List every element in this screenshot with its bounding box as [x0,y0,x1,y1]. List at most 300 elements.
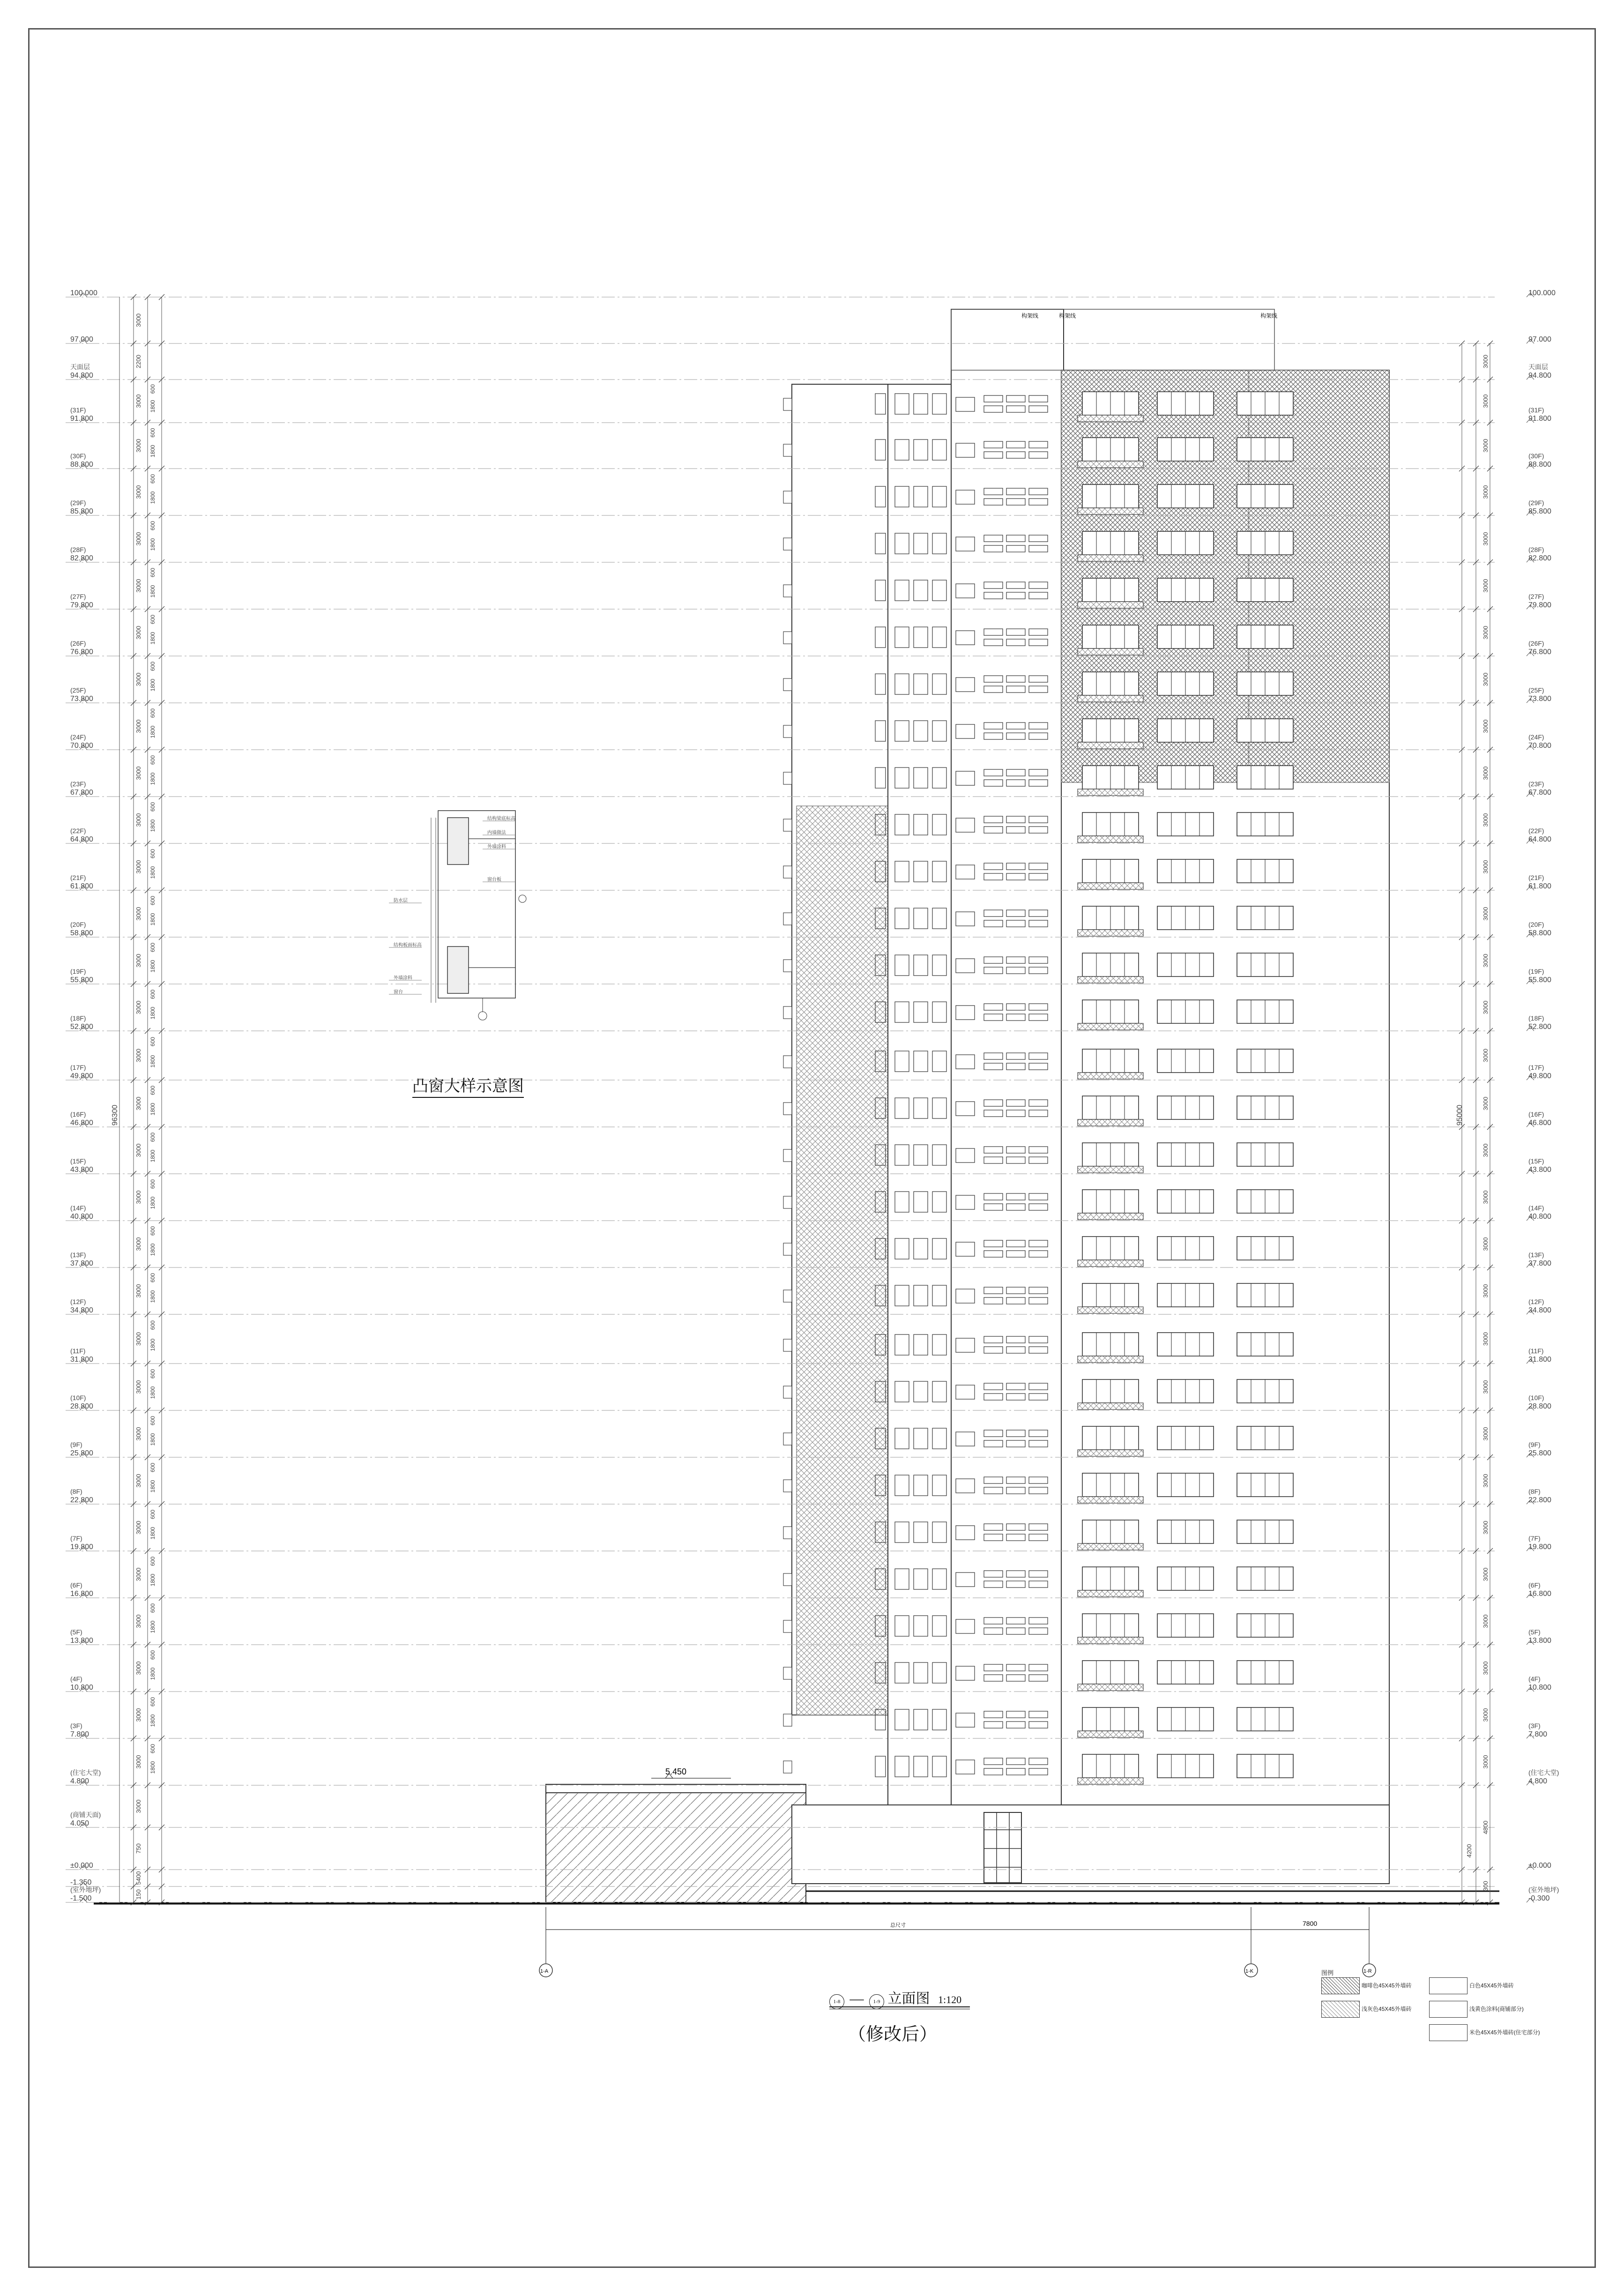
level-elevation: 40.800 [1528,1213,1551,1221]
level-elevation: -1.350 [70,1879,92,1886]
level-elevation: 70.800 [70,742,93,750]
legend [1321,1968,1565,2062]
side-window [783,1386,792,1398]
dimension-value: 3000 [135,1427,142,1441]
dimension-value: 600 [149,895,156,906]
podium-elev-label: 5.450 [665,1767,687,1776]
side-window [783,678,792,691]
dimension-value: 3000 [135,1614,142,1628]
dimension-value: 3000 [1482,1755,1489,1769]
dimension-value: 3000 [135,1521,142,1535]
podium-roof [546,1784,806,1793]
level-name: 天面层 [70,363,90,371]
bay-window-detail [431,811,526,1020]
dimension-value: 3000 [1482,719,1489,733]
level-name: (21F) [1528,874,1544,881]
legend-label: 浅黄色涂料(商铺部分) [1469,2005,1524,2013]
level-name: (14F) [1528,1204,1544,1212]
level-name: (12F) [1528,1298,1544,1305]
dimension-value: 3000 [135,766,142,780]
roof-tags [1021,312,1277,319]
side-window [783,1103,792,1115]
dimension-value: 3000 [135,313,142,327]
side-window [783,913,792,925]
dimension-value: 600 [149,384,156,394]
dimension-value: 3000 [135,626,142,640]
level-elevation: 67.800 [70,789,93,797]
legend-swatch [1429,1977,1468,1994]
dimension-value: 600 [149,1037,156,1047]
dimension-value: 150 [135,1889,142,1900]
balcony-rail [1078,930,1143,936]
detail-note: 窗台 [394,990,403,995]
level-elevation: 70.800 [1528,742,1551,750]
dimension-value: 3000 [135,1708,142,1722]
level-elevation: 76.800 [70,648,93,656]
grid-axes [539,1907,1376,1977]
level-name: (14F) [70,1204,86,1212]
level-elevation: 10.800 [1528,1684,1551,1692]
dimension-value: 3000 [1482,672,1489,686]
legend-item [1321,2001,1412,2018]
level-elevation: 31.800 [70,1356,93,1364]
dimension-value: 3000 [135,813,142,827]
drawing-subtitle: （修改后） [848,2025,938,2044]
level-name: (13F) [70,1251,86,1259]
dimension-value: 3000 [1482,1567,1489,1581]
dimension-value: 600 [149,1556,156,1566]
dimension-value: 3000 [135,1799,142,1813]
level-elevation: 64.800 [1528,835,1551,843]
level-elevation: 49.800 [1528,1072,1551,1080]
detail-note: 外墙涂料 [487,844,506,850]
level-name: (19F) [1528,968,1544,975]
dimension-value: 600 [149,428,156,438]
level-elevation: 85.800 [1528,507,1551,515]
level-elevation: 97.000 [70,335,93,343]
level-elevation: 94.800 [1528,372,1551,380]
level-elevation: 31.800 [1528,1356,1551,1364]
level-name: (11F) [1528,1347,1544,1355]
dimension-value: 600 [149,1650,156,1660]
level-name: (4F) [70,1675,82,1683]
level-elevation: 79.800 [70,601,93,609]
balcony-rail [1078,695,1143,702]
balcony-rail [1078,1403,1143,1409]
level-name: (19F) [70,968,86,975]
level-name: (29F) [70,499,86,507]
podium-block [546,1784,806,1902]
level-elevation: 76.800 [1528,648,1551,656]
dimension-value: 3000 [135,485,142,499]
side-window [783,1339,792,1351]
dimension-value: 600 [149,942,156,953]
level-elevation: 61.800 [1528,882,1551,890]
side-window [783,1527,792,1539]
dimension-value: 3000 [135,1380,142,1394]
dimension-value: 3000 [1482,1190,1489,1204]
dimension-value: 1800 [149,1620,156,1633]
dimension-value: 600 [149,708,156,718]
level-name: (5F) [1528,1628,1541,1636]
level-name: (15F) [1528,1157,1544,1165]
level-elevation: 52.800 [1528,1023,1551,1031]
level-name: (9F) [70,1441,82,1448]
axis-to-tag: 1-9 [869,1994,884,2009]
dimension-value: 3000 [135,1284,142,1298]
dimension-value: 1800 [149,772,156,785]
level-name: (住宅大堂) [1528,1769,1559,1776]
level-name: (15F) [70,1157,86,1165]
grid-axis-label-b: 1-K [1245,1968,1254,1974]
level-name: (24F) [70,733,86,741]
dimension-value: 3000 [135,1237,142,1251]
dimension-value: 3000 [135,1096,142,1111]
dimension-value: 1800 [149,1386,156,1399]
dimension-value: 3000 [1482,954,1489,968]
dimension-value: 3000 [1482,1332,1489,1346]
side-window [783,1714,792,1726]
level-elevation: 88.800 [1528,461,1551,469]
level-name: (8F) [1528,1488,1541,1495]
dimension-value: 3000 [135,1567,142,1581]
balcony-rail [1078,883,1143,889]
level-name: (20F) [70,921,86,928]
dimension-value: 300 [1482,1881,1489,1891]
dimension-value: 3000 [1482,1614,1489,1628]
dimension-value: 3000 [1482,1380,1489,1394]
level-elevation: 25.800 [70,1449,93,1457]
level-elevation: 100.000 [70,289,97,297]
dimension-value: 600 [149,474,156,484]
level-elevation: 73.800 [1528,695,1551,703]
level-elevation: 61.800 [70,882,93,890]
level-elevation: 43.800 [1528,1166,1551,1174]
level-elevation: 4.800 [1528,1777,1548,1785]
balcony-rail [1078,461,1143,468]
legend-item [1321,1977,1412,1994]
balcony-rail [1078,602,1143,608]
dimension-value: 3000 [1482,394,1489,408]
dimension-value: 600 [149,1509,156,1520]
dimension-value: 600 [149,521,156,531]
grid-axis-label-c: 1-R [1363,1968,1372,1974]
level-name: (16F) [1528,1111,1544,1118]
balcony-rail [1078,977,1143,983]
podium-elev-tag [651,1767,731,1778]
level-name: (11F) [70,1347,86,1355]
dimension-value: 1800 [149,1243,156,1256]
axis-from-tag: 1-8 [829,1994,844,2009]
level-elevation: 25.800 [1528,1449,1551,1457]
drawing-title-block [829,1987,961,2009]
side-window [783,1433,792,1445]
level-elevation: 37.800 [70,1260,93,1267]
right-dimension-chain [1456,341,1493,1905]
left-tower-hatch [797,806,888,1715]
dimension-value: 3000 [135,954,142,968]
level-name: (16F) [70,1111,86,1118]
level-name: (25F) [1528,686,1544,694]
level-elevation: 7.800 [70,1730,89,1738]
legend-swatch [1321,1977,1360,1994]
level-name: (7F) [70,1535,82,1542]
dimension-value: 3000 [135,719,142,733]
level-elevation: 4.050 [70,1819,89,1827]
side-window [783,1149,792,1162]
level-elevation: 94.800 [70,372,93,380]
level-name: (商铺天面) [70,1811,101,1819]
dimension-value: 1800 [149,866,156,879]
dimension-value: 3000 [135,532,142,546]
level-name: (28F) [1528,546,1544,553]
level-elevation: 64.800 [70,835,93,843]
level-elevation: 16.800 [70,1590,93,1598]
level-elevation: 7.800 [1528,1730,1548,1738]
dimension-value: 3000 [135,1049,142,1062]
balcony-rail [1078,1497,1143,1503]
side-window [783,632,792,644]
legend-swatch [1429,2024,1468,2041]
balcony-rail [1078,1590,1143,1597]
balcony-rail [1078,1356,1143,1363]
level-name: (31F) [1528,406,1544,414]
level-elevation: 91.800 [1528,415,1551,423]
level-name: (22F) [1528,827,1544,835]
legend-label: 米色45X45外墙砖(住宅部分) [1469,2029,1540,2036]
dimension-value: 750 [135,1843,142,1854]
level-name: (30F) [1528,452,1544,460]
stair-window [875,1756,886,1777]
dimension-value: 1800 [149,585,156,598]
level-name: (23F) [70,780,86,788]
legend-label: 白色45X45外墙砖 [1469,1982,1514,1989]
dimension-value: 3000 [1482,1474,1489,1488]
balcony-rail [1078,742,1143,749]
dimension-value: 600 [149,802,156,812]
dimension-value: 600 [149,1462,156,1473]
dimension-value: 3000 [1482,1096,1489,1111]
left-dimension-chain [111,294,164,1905]
dimension-value: 600 [149,614,156,625]
level-elevation: 43.800 [70,1166,93,1174]
side-window [783,1243,792,1255]
drawing-scale: 1:120 [938,1994,962,2005]
dimension-value: 600 [149,1744,156,1754]
dimension-value: 600 [149,1320,156,1330]
side-window [783,1056,792,1068]
balcony-rail [1078,649,1143,655]
dimension-value: 5400 [135,1871,142,1885]
level-name: (5F) [70,1628,82,1636]
dimension-value: 1800 [149,491,156,504]
legend-label: 咖啡色45X45外墙砖 [1361,1982,1412,1989]
level-name: (6F) [70,1581,82,1589]
dimension-value: 1800 [149,1006,156,1020]
roof-tag: 构架线 [1059,313,1076,319]
balcony-rail [1078,1637,1143,1644]
level-elevation: 13.800 [1528,1637,1551,1645]
dimension-value: 3000 [1482,1284,1489,1298]
level-elevation: ±0.000 [70,1862,93,1870]
dimension-value: 600 [149,1132,156,1142]
balcony-rail [1078,1307,1143,1313]
dimension-value: 3000 [135,394,142,408]
balcony-rail [1078,1684,1143,1691]
level-name: 天面层 [1528,363,1548,371]
level-name: (20F) [1528,921,1544,928]
dimension-value: 600 [149,755,156,765]
level-elevation: 46.800 [70,1119,93,1127]
drawing-title-underline [829,2006,970,2009]
level-elevation: 16.800 [1528,1590,1551,1598]
dimension-value: 1800 [149,445,156,458]
level-name: (26F) [70,640,86,647]
dimension-value: 1800 [149,1055,156,1068]
level-elevation: 85.800 [70,507,93,515]
grid-span-label: 7800 [1303,1920,1318,1927]
dimension-value: 4800 [1482,1820,1489,1834]
dimension-value: 600 [149,1416,156,1426]
balcony-rail [1078,836,1143,842]
detail-note: 外墙涂料 [394,976,412,981]
level-elevation: 100.000 [1528,289,1556,297]
dimension-value: 3000 [135,1143,142,1157]
side-window [783,1290,792,1302]
level-elevation: 58.800 [1528,929,1551,937]
level-elevation: 13.800 [70,1637,93,1645]
dimension-value: 3000 [1482,532,1489,546]
balcony-rail [1078,555,1143,561]
side-window [783,491,792,503]
dimension-total: 96300 [111,1104,119,1126]
dimension-value: 3000 [135,1190,142,1204]
level-elevation: 19.800 [70,1543,93,1551]
dimension-value: 3000 [1482,1237,1489,1251]
dimension-value: 600 [149,989,156,999]
dimension-value: 3000 [135,672,142,686]
dimension-value: 1800 [149,1573,156,1587]
dimension-value: 3000 [1482,813,1489,827]
level-elevation: 82.800 [1528,554,1551,562]
balcony-rail [1078,1543,1143,1550]
dimension-value: 600 [149,849,156,859]
dimension-value: 3000 [1482,1049,1489,1062]
level-name: (28F) [70,546,86,553]
side-window [783,1196,792,1208]
legend-heading: 图例 [1321,1969,1334,1976]
level-name: (21F) [70,874,86,881]
level-elevation: -0.300 [1528,1894,1550,1902]
level-name: (27F) [1528,593,1544,600]
level-elevation: 19.800 [1528,1543,1551,1551]
side-window [783,1006,792,1019]
side-window [783,725,792,738]
level-name: (26F) [1528,640,1544,647]
level-elevation: 82.800 [70,554,93,562]
detail-note: 内墙做法 [487,830,506,835]
dimension-value: 1800 [149,1527,156,1540]
ground-shops [792,1805,1389,1884]
level-name: (22F) [70,827,86,835]
level-elevation: 34.800 [70,1306,93,1314]
dimension-value: 1800 [149,1714,156,1727]
legend-swatch [1321,2001,1360,2018]
level-elevation: 55.800 [70,976,93,984]
balcony-rail [1078,508,1143,514]
level-name: (18F) [1528,1014,1544,1022]
legend-item [1429,2024,1540,2041]
dimension-value: 3000 [135,1474,142,1488]
side-window [783,444,792,456]
balcony-rail [1078,1260,1143,1267]
dimension-value: 600 [149,661,156,671]
dimension-value: 1800 [149,678,156,692]
detail-note: 防水层 [394,898,408,903]
level-name: (6F) [1528,1581,1541,1589]
dimension-value: 3000 [1482,355,1489,368]
side-window [783,1761,792,1773]
level-elevation: 22.800 [1528,1496,1551,1504]
dimension-value: 3000 [1482,626,1489,640]
balcony-rail [1078,1073,1143,1079]
dimension-value: 600 [149,1369,156,1379]
detail-note: 窗台板 [487,877,501,882]
dimension-value: 1800 [149,819,156,832]
side-window [783,585,792,597]
dimension-value: 3000 [1482,485,1489,499]
dimension-value: 600 [149,1226,156,1236]
side-window [783,398,792,410]
level-name: (9F) [1528,1441,1541,1448]
side-window [783,1480,792,1492]
dimension-value: 1800 [149,913,156,926]
dimension-value: 1800 [149,1290,156,1303]
balcony-rail [1078,1166,1143,1173]
dimension-value: 3000 [135,860,142,874]
legend-swatch [1429,2001,1468,2018]
roof-tag: 构架线 [1260,313,1278,319]
level-name: (8F) [70,1488,82,1495]
detail-title: 凸窗大样示意图 [412,1073,524,1098]
dimension-value: 3000 [1482,860,1489,874]
balcony-rail [1078,789,1143,796]
balcony-rail [1078,1119,1143,1126]
dimension-value: 3000 [1482,907,1489,921]
dimension-value: 600 [149,567,156,578]
balcony-rail [1078,1450,1143,1456]
level-elevation: 73.800 [70,695,93,703]
detail-note: 结构板面标高 [394,943,422,948]
level-name: (室外地坪) [1528,1886,1559,1893]
side-window [783,772,792,784]
level-elevation: 28.800 [1528,1402,1551,1410]
dimension-value: 3000 [135,439,142,453]
dimension-value: 600 [149,1603,156,1613]
dimension-value: 3000 [1482,1661,1489,1675]
balcony-rail [1078,1023,1143,1030]
side-window [783,1667,792,1679]
dimension-value: 600 [149,1085,156,1096]
level-name: (18F) [70,1014,86,1022]
level-elevation: 28.800 [70,1402,93,1410]
grid-total-label: 总尺寸 [890,1923,906,1928]
dimension-value: 3000 [1482,1521,1489,1535]
level-elevation: -1.500 [70,1894,92,1902]
level-elevation: 91.800 [70,415,93,423]
level-name: (23F) [1528,780,1544,788]
dimension-value: 1800 [149,632,156,645]
